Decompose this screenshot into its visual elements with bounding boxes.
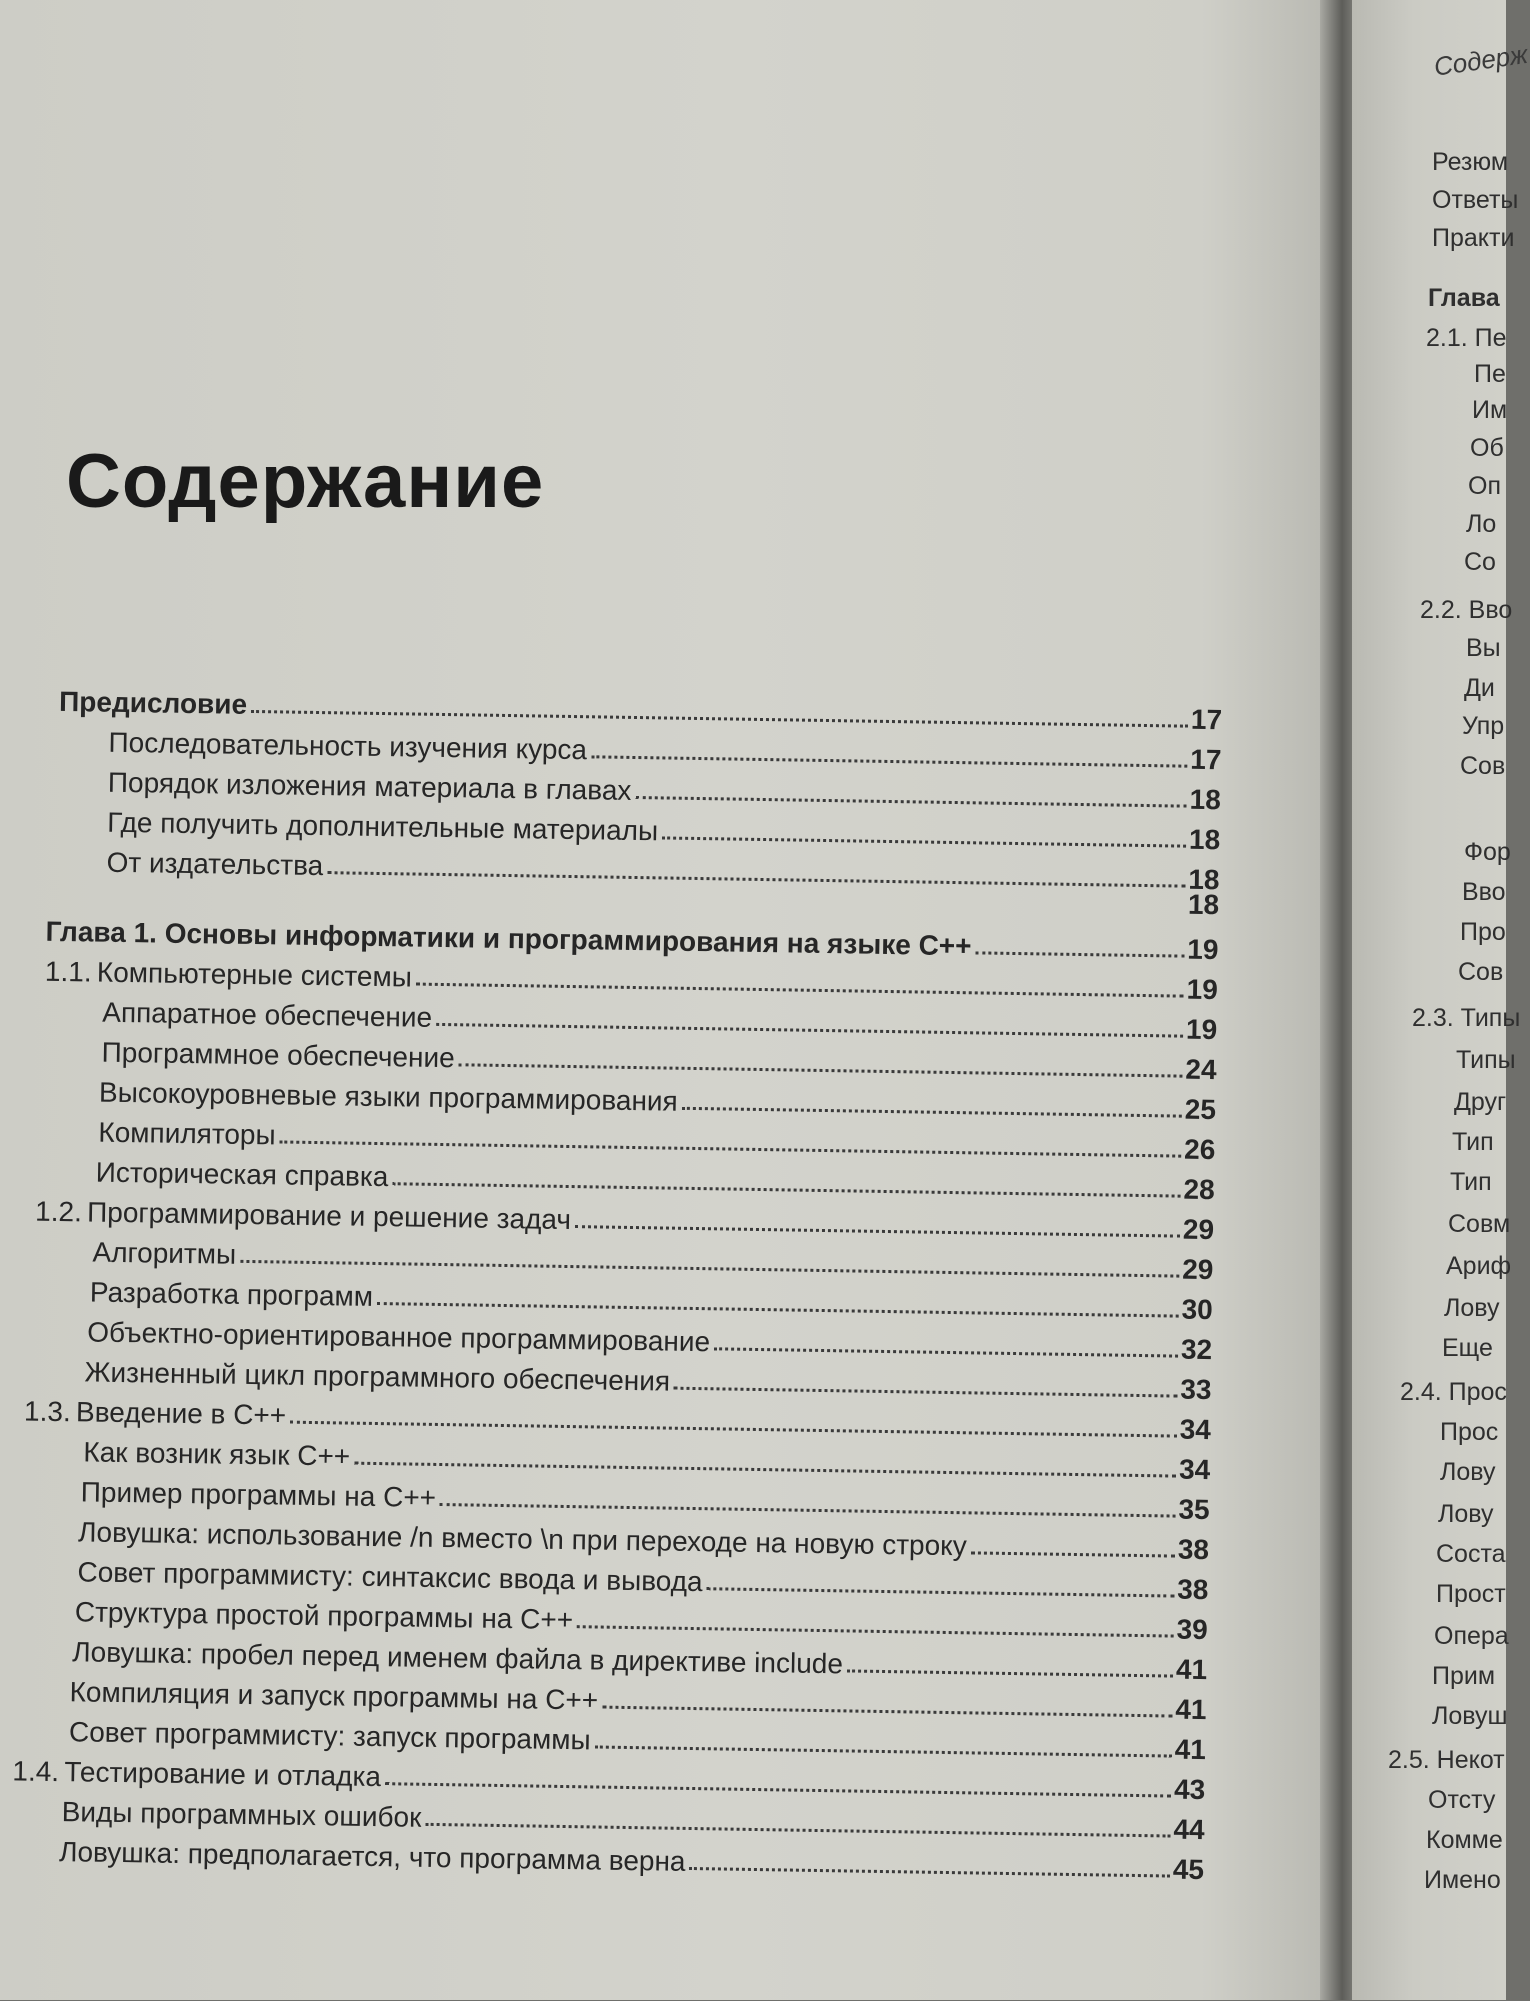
right-page-line: Вы [1466, 634, 1501, 662]
right-page-line: Про [1460, 918, 1506, 946]
toc-label: От издательства [106, 846, 324, 882]
right-page-line: Сов [1460, 752, 1506, 780]
toc-label: Предисловие [58, 685, 248, 720]
toc-label: Историческая справка [95, 1156, 389, 1193]
toc-dot-leader [575, 1225, 1180, 1238]
toc-label: Тестирование и отладка [64, 1756, 382, 1793]
toc-dot-leader [327, 871, 1185, 887]
toc-page-number: 41 [1175, 1653, 1208, 1686]
right-page-line: Имено [1424, 1866, 1501, 1894]
right-page-line: Еще [1442, 1334, 1493, 1362]
toc-dot-leader [975, 951, 1184, 957]
toc-label: Совет программисту: запуск программы [68, 1716, 591, 1756]
toc-page-number: 39 [1176, 1613, 1209, 1646]
toc-label: Глава 1. Основы информатики и программирования на языке C++ [45, 915, 972, 962]
toc-page-number: 33 [1180, 1373, 1212, 1406]
right-page-line: Вво [1462, 878, 1506, 906]
toc-dot-leader [662, 836, 1186, 847]
toc-section-number: 1.3. [23, 1395, 71, 1428]
toc-page-number: 24 [1185, 1053, 1217, 1086]
right-page-line: Глава [1428, 284, 1500, 312]
right-page-line: Упр [1462, 712, 1505, 740]
toc-dot-leader [577, 1625, 1174, 1637]
toc-page-number: 38 [1176, 1573, 1209, 1606]
toc-label: Алгоритмы [92, 1236, 237, 1270]
toc-label: Компиляция и запуск программы на C++ [69, 1676, 599, 1716]
toc-dot-leader [602, 1706, 1172, 1718]
right-page-line: Совм [1448, 1210, 1511, 1238]
right-page-line: 2.1. Пе [1426, 324, 1507, 352]
right-page-header: Содерж [1432, 38, 1530, 82]
right-page-line: Ди [1464, 674, 1495, 702]
toc-dot-leader [714, 1347, 1178, 1357]
toc-page-number: 19 [1186, 973, 1219, 1006]
right-page-line: 2.2. Вво [1420, 596, 1513, 624]
toc-page-number: 43 [1173, 1773, 1206, 1806]
right-page-line: Соста [1436, 1540, 1506, 1568]
right-page-line: Тип [1452, 1128, 1494, 1156]
toc-section-number: 1.4. [12, 1755, 60, 1788]
right-page-line: Фор [1464, 838, 1511, 866]
toc-page-number: 29 [1182, 1253, 1214, 1286]
toc-page-number: 38 [1177, 1533, 1210, 1566]
toc-page-number: 17 [1190, 703, 1223, 736]
toc-page-number: 44 [1173, 1813, 1205, 1846]
toc-label: Программное обеспечение [101, 1036, 455, 1074]
toc-dot-leader [595, 1745, 1172, 1757]
toc-page-number: 45 [1172, 1853, 1205, 1886]
right-page-line: Прим [1432, 1662, 1496, 1690]
toc-label: Введение в C++ [75, 1396, 287, 1431]
toc-label: Пример программы на C++ [80, 1476, 437, 1513]
toc-page-number: 19 [1187, 933, 1219, 966]
right-page-line: Опера [1434, 1622, 1509, 1650]
toc-page-number: 18 [1188, 823, 1221, 856]
toc-page-number: 18 [1188, 863, 1220, 896]
toc-label: Компьютерные системы [96, 956, 413, 993]
toc-dot-leader [971, 1551, 1175, 1557]
right-page-line: Ответы [1432, 186, 1519, 214]
right-page-line: Им [1472, 396, 1508, 424]
toc-dot-leader [635, 796, 1186, 808]
right-page-line: Отсту [1428, 1786, 1496, 1814]
right-page-line: 2.5. Некот [1388, 1746, 1505, 1774]
right-page-line: Ариф [1446, 1252, 1512, 1280]
right-page-line: Об [1470, 434, 1504, 462]
toc-label: Структура простой программы на C++ [74, 1596, 574, 1636]
right-page-line: Лову [1438, 1500, 1494, 1528]
toc-page-number: 32 [1180, 1333, 1213, 1366]
right-page-line: Комме [1426, 1826, 1503, 1854]
toc-section-number: 1.1. [44, 955, 92, 988]
toc-page-number: 29 [1182, 1213, 1215, 1246]
right-page-line: Типы [1456, 1046, 1516, 1074]
right-page-line: Тип [1450, 1168, 1492, 1196]
right-page-line: Оп [1468, 472, 1501, 500]
toc-page-number: 30 [1181, 1293, 1214, 1326]
right-page-line: 2.4. Прос [1400, 1378, 1507, 1406]
right-page-line: Лову [1444, 1294, 1500, 1322]
toc-page-number: 19 [1185, 1013, 1218, 1046]
toc-dot-leader [847, 1669, 1173, 1677]
toc-label: Жизненный цикл программного обеспечения [84, 1356, 671, 1397]
toc-label: Объектно-ориентированное программирование [87, 1316, 711, 1358]
toc-page-number: 18 [1189, 783, 1222, 816]
right-page [1352, 0, 1521, 2000]
toc-label: Программирование и решение задач [86, 1196, 572, 1236]
toc-page-number: 35 [1178, 1493, 1210, 1526]
toc-label: Порядок изложения материала в главах [107, 766, 632, 806]
right-page-line: Со [1464, 548, 1496, 576]
toc-page-number: 25 [1184, 1093, 1217, 1126]
toc-page-number: 17 [1190, 743, 1222, 776]
right-page-line: Друг [1454, 1088, 1507, 1116]
right-page-line: Ло [1466, 510, 1497, 538]
toc-page-number: 28 [1183, 1173, 1215, 1206]
toc-label: Разработка программ [89, 1276, 374, 1312]
right-page-line: Ловуш [1432, 1702, 1508, 1730]
right-page-line: Прост [1436, 1580, 1506, 1608]
toc-section-number: 1.2. [34, 1195, 83, 1228]
right-page-line: Сов [1458, 958, 1504, 986]
toc-dot-leader [682, 1107, 1182, 1118]
toc-label: Компиляторы [98, 1116, 276, 1151]
toc-dot-leader [674, 1387, 1177, 1398]
right-page-line: Резюм [1432, 148, 1509, 176]
toc-dot-leader [707, 1587, 1175, 1597]
toc-label: Совет программисту: синтаксис ввода и вывода [77, 1556, 703, 1598]
right-page-line: Практи [1432, 224, 1515, 252]
toc-label: Последовательность изучения курса [108, 726, 588, 766]
toc-label: Где получить дополнительные материалы [107, 806, 659, 847]
toc-label: Ловушка: использование /n вместо \n при переходе на новую строку [77, 1516, 968, 1562]
toc-page-number: 34 [1178, 1453, 1211, 1486]
toc-dot-leader [689, 1867, 1169, 1878]
toc-dot-leader [591, 755, 1187, 767]
toc-label: Ловушка: предполагается, что программа верна [58, 1836, 686, 1877]
table-of-contents [0, 650, 1335, 2001]
toc-page-number: 41 [1174, 1733, 1207, 1766]
toc-label: Виды программных ошибок [61, 1796, 422, 1833]
right-page-line: Пе [1474, 360, 1506, 388]
toc-page-number: 34 [1179, 1413, 1212, 1446]
toc-page-number: 18 [1187, 888, 1220, 921]
right-page-line: Лову [1440, 1458, 1496, 1486]
toc-label: Аппаратное обеспечение [102, 996, 433, 1033]
toc-page-number: 26 [1183, 1133, 1216, 1166]
toc-label: Высокоуровневые языки программирования [98, 1076, 678, 1117]
toc-label: Как возник язык C++ [83, 1436, 351, 1472]
right-page-line: 2.3. Типы [1412, 1004, 1521, 1032]
toc-label: Ловушка: пробел перед именем файла в директиве include [72, 1636, 844, 1680]
toc-page-number: 41 [1175, 1693, 1207, 1726]
right-page-line: Прос [1440, 1418, 1499, 1446]
page-title: Содержание [66, 439, 545, 524]
